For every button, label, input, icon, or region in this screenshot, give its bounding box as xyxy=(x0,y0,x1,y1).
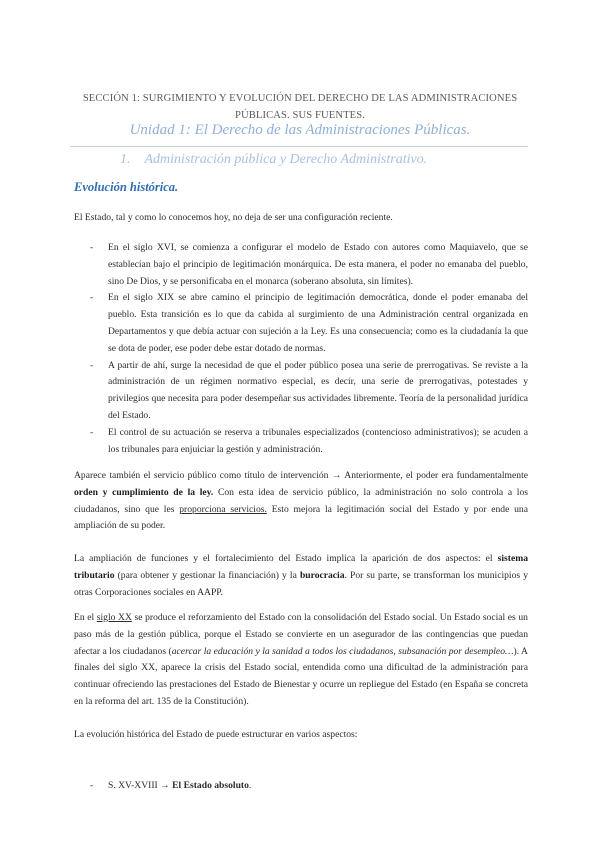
text-run: Esto mejora la legitimación social del Estado y por ende una ampliación de su poder. xyxy=(74,503,528,532)
list-item: - En el siglo XVI, se comienza a configurar el modelo de Estado con autores como Maquiavelo, que se establecían bajo el principio de legitimación monárquica. De esta manera, el poder no emanaba del pueblo, sino De Dios, y se personificaba en el monarca (soberano absoluta, sin límites). xyxy=(90,242,528,287)
text-run: . Por su parte, se transforman los municipios y otras Corporaciones sociales en AAPP. xyxy=(74,569,528,598)
intro-paragraph: El Estado, tal y como lo conocemos hoy, no deja de ser una configuración reciente. xyxy=(74,212,393,223)
underlined-run: siglo XX xyxy=(96,612,132,623)
text-run: ). A finales del siglo XX, aparece la crisis del Estado social, entendida como una dificultad de la administración para continuar ofreciendo las prestaciones del Estado de Bienestar y ocurre un repliegue del Estado (en España se concreta en la reforma del art. 135 de la Constitución). xyxy=(74,645,528,707)
subsection-number: 1. xyxy=(120,152,131,167)
structure-paragraph: La evolución histórica del Estado de puede estructurar en varios aspectos: xyxy=(74,729,358,740)
list-item-text: En el siglo XIX se abre camino el principio de legitimación democrática, donde el poder emanaba del pueblo. Esta transición es lo que da cabida al surgimiento de una Administración central organizada en Departamentos y que debía actuar con sujeción a la Ley. Es una consecuencia; como es la ciudadanía la que se dota de poder, ese poder debe estar dotado de normas. xyxy=(108,292,528,354)
list-item: - En el siglo XIX se abre camino el principio de legitimación democrática, donde el poder emanaba del pueblo. Esta transición es lo que da cabida al surgimiento de una Administración central organizada en Departamentos y que debía actuar con sujeción a la Ley. Es una consecuencia; como es la ciudadanía la que se dota de poder, ese poder debe estar dotado de normas. xyxy=(90,292,528,354)
text-run: se produce el reforzamiento del Estado con la consolidación del Estado social. Un Estado social es un paso más de la gestión pública, porque el Estado se convierte en un asegurador de las contingencias que puedan afectar a los ciudadanos ( xyxy=(74,612,528,657)
bold-run: orden y cumplimiento de la ley. xyxy=(74,486,214,498)
bold-run: sistema tributario xyxy=(74,553,528,581)
section-heading: Evolución histórica. xyxy=(74,180,179,194)
twentieth-century-paragraph xyxy=(74,610,528,711)
section-title xyxy=(60,90,540,124)
text-run: La ampliación de funciones y el fortalecimiento del Estado implica la aparición de dos aspectos: el xyxy=(74,553,498,564)
text-run: Con esta idea de servicio público, la administración no solo controla a los ciudadanos, sino que les xyxy=(74,486,529,515)
list-item: - S. XV-XVIII → El Estado absoluto. xyxy=(90,780,252,791)
text-run: En el xyxy=(74,612,97,623)
bullet-list xyxy=(90,240,528,458)
title-divider xyxy=(70,146,528,147)
subsection-text: Administración pública y Derecho Administrativo. xyxy=(144,152,428,167)
text-run: Aparece también el servicio público como título de intervención → Anteriormente, el poder era fundamentalmente xyxy=(74,470,528,481)
list-item-text: A partir de ahí, surge la necesidad de que el poder público posea una serie de prerrogativas. Se reviste a la administración de un régimen normativo especial, es decir, una serie de prerrogativas, potestades y privilegios que necesita para poder desempeñar sus actividades libremente. Teoría de la personalidad jurídica del Estado. xyxy=(108,359,528,421)
text-run: (para obtener y gestionar la financiación) y la xyxy=(114,569,300,581)
list-item-text: El control de su actuación se reserva a tribunales especializados (contencioso administrativos); se acuden a los tribunales para enjuiciar la gestión y administración. xyxy=(108,426,528,455)
underlined-run: proporciona servicios. xyxy=(179,503,267,515)
bold-run: burocracia xyxy=(299,569,345,581)
bold-run: El Estado absoluto xyxy=(172,780,249,791)
text-run: . xyxy=(248,780,252,791)
unit-title: Unidad 1: El Derecho de las Administraciones Públicas. xyxy=(129,122,471,138)
list-item-text: En el siglo XVI, se comienza a configurar el modelo de Estado con autores como Maquiavelo, que se establecían bajo el principio de legitimación monárquica. De esta manera, el poder no emanaba del pueblo, sino De Dios, y se personificaba en el monarca (soberano absoluta, sin límites). xyxy=(108,242,528,287)
italic-run: acercar la educación y la sanidad a todos los ciudadanos, subsanación por desempleo… xyxy=(171,645,514,657)
bullet-list-2 xyxy=(90,778,528,795)
subsection-title xyxy=(120,152,427,168)
service-paragraph xyxy=(74,468,528,535)
list-item: - El control de su actuación se reserva a tribunales especializados (contencioso administrativos); se acuden a los tribunales para enjuiciar la gestión y administración. xyxy=(90,426,528,455)
section-title-line-1: SECCIÓN 1: SURGIMIENTO Y EVOLUCIÓN DEL DERECHO DE LAS ADMINISTRACIONES xyxy=(82,93,518,104)
text-run: S. XV-XVIII → xyxy=(108,780,173,791)
section-title-line-2: PÚBLICAS. SUS FUENTES. xyxy=(235,110,365,121)
list-item: - A partir de ahí, surge la necesidad de que el poder público posea una serie de prerrogativas. Se reviste a la administración de un régimen normativo especial, es decir, una serie de prerrogativas, potestades y privilegios que necesita para poder desempeñar sus actividades libremente. Teoría de la personalidad jurídica del Estado. xyxy=(90,359,528,421)
expansion-paragraph xyxy=(74,551,528,601)
